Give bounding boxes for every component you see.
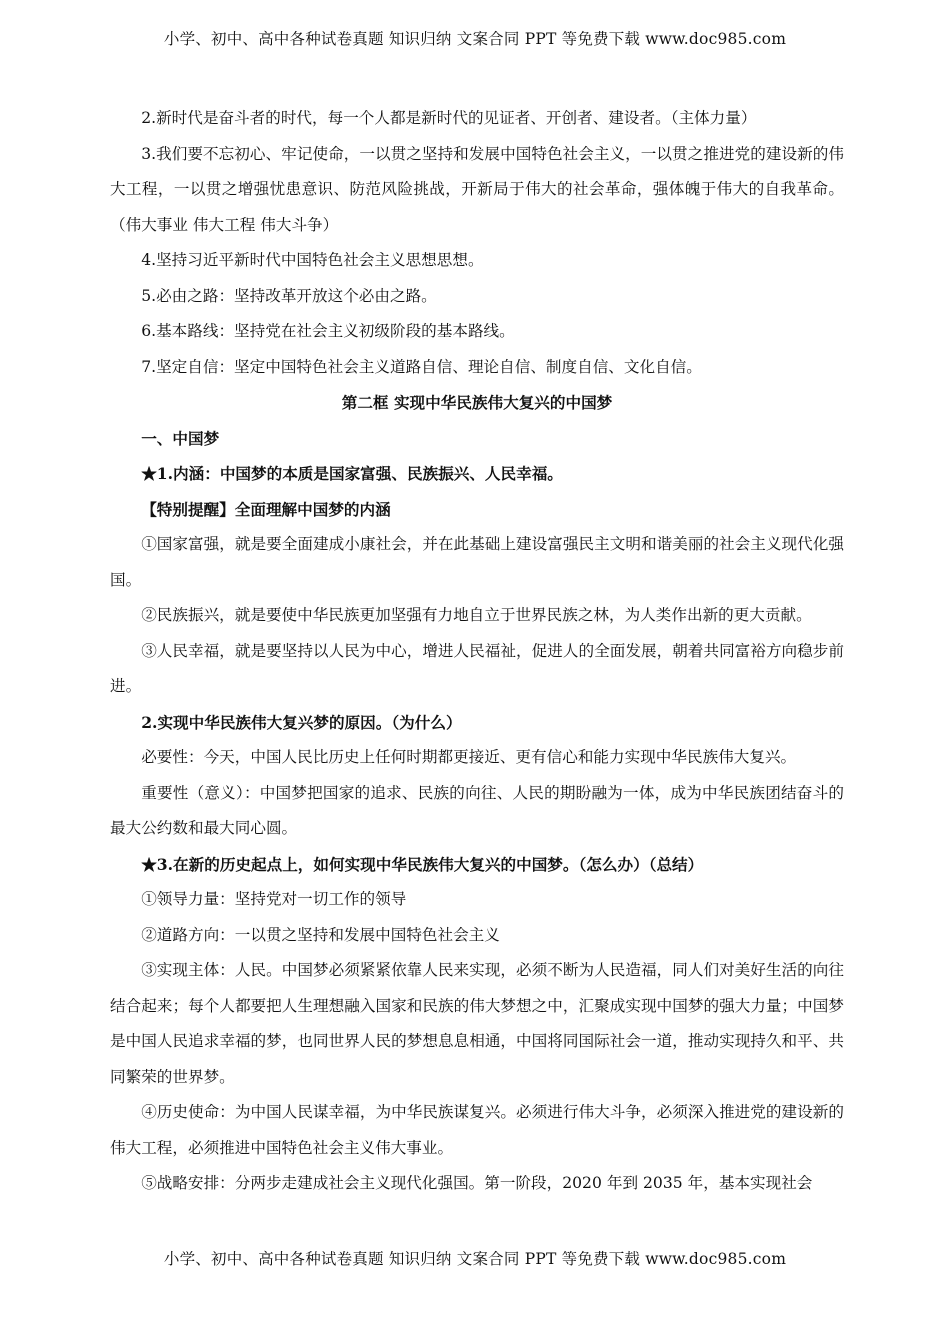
key-point: ★3.在新的历史起点上，如何实现中华民族伟大复兴的中国梦。（怎么办）（总结） [141, 854, 704, 874]
paragraph: 7.坚定自信：坚定中国特色社会主义道路自信、理论自信、制度自信、文化自信。 [141, 357, 702, 376]
key-point: ★1.内涵：中国梦的本质是国家富强、民族振兴、人民幸福。 [141, 464, 563, 483]
paragraph: ③人民幸福，就是要坚持以人民为中心，增进人民福祉，促进人的全面发展，朝着共同富裕方向稳步前进。 [110, 641, 844, 695]
paragraph: 6.基本路线：坚持党在社会主义初级阶段的基本路线。 [141, 322, 515, 340]
document-body [110, 101, 844, 1202]
paragraph: ①领导力量：坚持党对一切工作的领导 [141, 890, 407, 908]
paragraph: ③实现主体：人民。中国梦必须紧紧依靠人民来实现，必须不断为人民造福，同人们对美好生活的向往结合起来；每个人都要把人生理想融入国家和民族的伟大梦想之中，汇聚成实现中国梦的强大力量；中国梦是中国人民追求幸福的梦，也同世界人民的梦想息息相通，中国将同国际社会一道，推动实现持久和平、共同繁荣的世界梦。 [110, 961, 844, 1086]
paragraph: ②道路方向：一以贯之坚持和发展中国特色社会主义 [141, 925, 500, 944]
section-title: 第二框 实现中华民族伟大复兴的中国梦 [341, 393, 613, 412]
heading: 一、中国梦 [141, 428, 220, 448]
page-footer: 小学、初中、高中各种试卷真题 知识归纳 文案合同 PPT 等免费下载 www.doc985.com [163, 1250, 787, 1268]
paragraph: 4.坚持习近平新时代中国特色社会主义思想思想。 [141, 251, 484, 269]
paragraph: 必要性：今天，中国人民比历史上任何时期都更接近、更有信心和能力实现中华民族伟大复兴。 [141, 748, 797, 766]
paragraph: ①国家富强，就是要全面建成小康社会，并在此基础上建设富强民主文明和谐美丽的社会主义现代化强国。 [110, 535, 844, 589]
paragraph: 5.必由之路：坚持改革开放这个必由之路。 [141, 286, 437, 305]
reminder-heading: 【特别提醒】全面理解中国梦的内涵 [141, 499, 391, 519]
paragraph: ⑤战略安排：分两步走建成社会主义现代化强国。第一阶段，2020 年到 2035 年，基本实现社会 [141, 1174, 813, 1192]
paragraph: ④历史使命：为中国人民谋幸福，为中华民族谋复兴。必须进行伟大斗争，必须深入推进党的建设新的伟大工程，必须推进中国特色社会主义伟大事业。 [110, 1103, 844, 1157]
paragraph: 重要性（意义）：中国梦把国家的追求、民族的向往、人民的期盼融为一体，成为中华民族团结奋斗的最大公约数和最大同心圆。 [110, 783, 844, 837]
key-point: 2.实现中华民族伟大复兴梦的原因。（为什么） [141, 712, 462, 732]
paragraph: 3.我们要不忘初心、牢记使命，一以贯之坚持和发展中国特色社会主义，一以贯之推进党的建设新的伟大工程，一以贯之增强忧患意识、防范风险挑战，开新局于伟大的社会革命，强体魄于伟大的自我革命。（伟大事业 伟大工程 伟大斗争） [110, 144, 844, 234]
paragraph: 2.新时代是奋斗者的时代，每一个人都是新时代的见证者、开创者、建设者。（主体力量） [141, 109, 757, 127]
paragraph: ②民族振兴，就是要使中华民族更加坚强有力地自立于世界民族之林，为人类作出新的更大贡献。 [141, 606, 812, 624]
page-header: 小学、初中、高中各种试卷真题 知识归纳 文案合同 PPT 等免费下载 www.doc985.com [163, 30, 787, 48]
